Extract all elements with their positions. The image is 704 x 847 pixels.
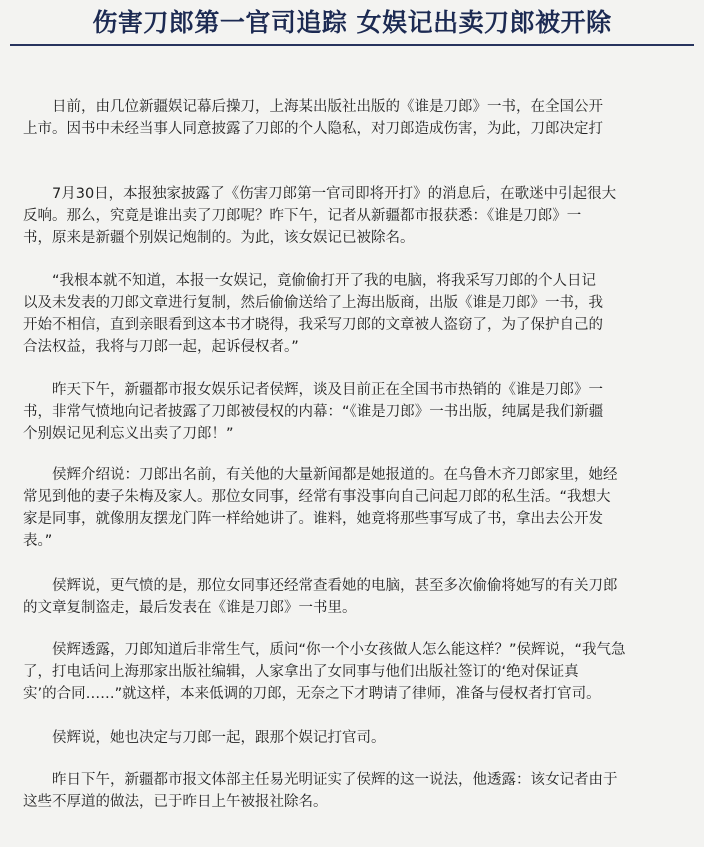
paragraph-2 (23, 183, 704, 249)
article-headline: 伤害刀郎第一官司追踪 女娱记出卖刀郎被开除 (92, 8, 612, 37)
paragraph-line: 侯辉介绍说：刀郎出名前，有关他的大量新闻都是她报道的。在乌鲁木齐刀郎家里，她经 (52, 467, 618, 483)
paragraph-9 (23, 769, 704, 813)
paragraph-line: 个别娱记见利忘义出卖了刀郎！” (23, 426, 234, 442)
paragraph-8 (23, 727, 704, 749)
paragraph-4 (23, 379, 704, 445)
paragraph-line: 昨天下午，新疆都市报女娱乐记者侯辉，谈及目前正在全国书市热销的《谁是刀郎》一 (52, 382, 603, 398)
headline-divider (10, 44, 694, 46)
paragraph-line: 书，非常气愤地向记者披露了刀郎被侵权的内幕：“《谁是刀郎》一书出版，纯属是我们新疆 (23, 404, 604, 420)
paragraph-line: 合法权益，我将与刀郎一起，起诉侵权者。” (23, 339, 299, 355)
paragraph-6 (23, 575, 704, 619)
paragraph-line: “我根本就不知道，本报一女娱记，竟偷偷打开了我的电脑，将我采写刀郎的个人日记 (52, 273, 597, 289)
paragraph-line: 的文章复制盗走，最后发表在《谁是刀郎》一书里。 (23, 600, 357, 616)
paragraph-line: 实’的合同……”就这样，本来低调的刀郎，无奈之下才聘请了律师，准备与侵权者打官司。 (23, 686, 601, 702)
paragraph-line: 7月30日，本报独家披露了《伤害刀郎第一官司即将开打》的消息后，在歌迷中引起很大 (52, 186, 617, 202)
paragraph-line: 这些不厚道的做法，已于昨日上午被报社除名。 (23, 794, 328, 810)
paragraph-line: 昨日下午，新疆都市报文体部主任易光明证实了侯辉的这一说法，他透露：该女记者由于 (52, 772, 618, 788)
paragraph-line: 开始不相信，直到亲眼看到这本书才晓得，我采写刀郎的文章被人盗窃了，为了保护自己的 (23, 317, 603, 333)
paragraph-line: 侯辉说，更气愤的是，那位女同事还经常查看她的电脑，甚至多次偷偷将她写的有关刀郎 (52, 578, 618, 594)
paragraph-1 (23, 96, 704, 140)
paragraph-5 (23, 464, 704, 552)
paragraph-line: 日前，由几位新疆娱记幕后操刀，上海某出版社出版的《谁是刀郎》一书，在全国公开 (52, 99, 603, 115)
paragraph-line: 表。” (23, 533, 53, 549)
paragraph-line: 上市。因书中未经当事人同意披露了刀郎的个人隐私，对刀郎造成伤害，为此，刀郎决定打 (23, 121, 603, 137)
paragraph-7 (23, 639, 704, 705)
paragraph-line: 书，原来是新疆个别娱记炮制的。为此，该女娱记已被除名。 (23, 230, 415, 246)
paragraph-line: 侯辉说，她也决定与刀郎一起，跟那个娱记打官司。 (52, 730, 386, 746)
paragraph-line: 常见到他的妻子朱梅及家人。那位女同事，经常有事没事向自己问起刀郎的私生活。“我想大 (23, 489, 611, 505)
paragraph-line: 了，打电话问上海那家出版社编辑，人家拿出了女同事与他们出版社签订的‘绝对保证真 (23, 664, 579, 680)
paragraph-line: 家是同事，就像朋友摆龙门阵一样给她讲了。谁料，她竟将那些事写成了书，拿出去公开发 (23, 511, 603, 527)
paragraph-line: 反响。那么，究竟是谁出卖了刀郎呢？昨下午，记者从新疆都市报获悉：《谁是刀郎》一 (23, 208, 582, 224)
paragraph-3 (23, 270, 704, 358)
paragraph-line: 侯辉透露，刀郎知道后非常生气，质问“你一个小女孩做人怎么能这样？”侯辉说，“我气急 (52, 642, 626, 658)
paragraph-line: 以及未发表的刀郎文章进行复制，然后偷偷送给了上海出版商，出版《谁是刀郎》一书，我 (23, 295, 603, 311)
